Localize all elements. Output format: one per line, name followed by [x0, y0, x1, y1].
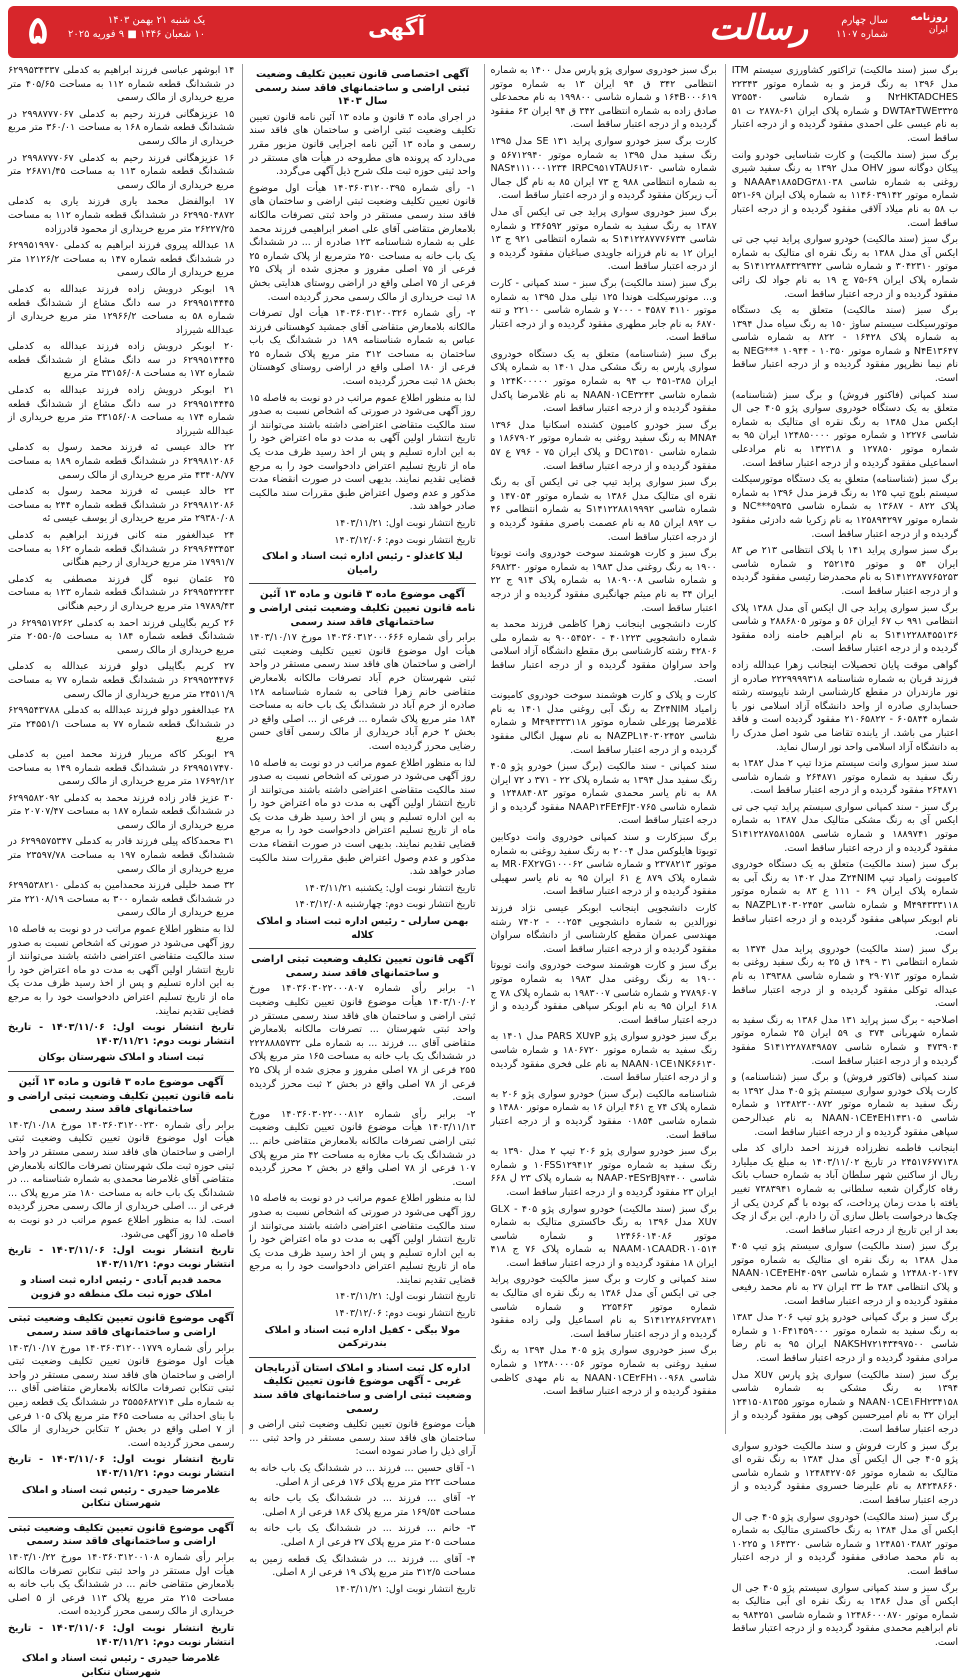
ad-body: برابر رأی شماره ۱۴۰۳۶۰۳۱۲۰۰۱۰۸ مورخ ۱۴۰۳/۱۰/۲۲ هیأت اول مستقر در واحد ثبتی تنکابن تصرفات مالکانه بلامعارض متقاضی خانم ... در ششدانگ یک باب خانه به مساحت ۲۱۵ متر مربع پلاک ۱۱۳ فرعی از ۵ اصلی خریداری از مالک رسمی محرز گردیده است.	[8, 1551, 235, 1618]
classified-ad: کارت دانشجویی اینجانب زهرا کاظمی فرزند محمد به شماره دانشجویی ۴۰۱۲۲۳ - ۹۰۰۵۴۵۲۰ به شماره ملی ۴۲۸۰۶ رشته کارشناسی برق مقطع دانشگاه آزاد اسلامی واحد سراوان مفقود گردیده و از درجه اعتبار ساقط است.	[490, 619, 717, 685]
ad-paragraph: تاریخ انتشار نوبت اول: یکشنبه ۱۴۰۳/۱۱/۲۱	[304, 882, 476, 894]
list-item: ۱۹ ابوبکر درویش زاده فرزند عبدالله به کدملی ۶۲۹۹۵۱۴۴۴۵ در سه دانگ مشاع از ششدانگ قطعه شماره ۵۸ به مساحت ۱۲۹۶۶/۲ متر مربع خریداری از عبدالله شیرزاد	[8, 283, 235, 336]
volume: سال چهارم	[841, 15, 888, 26]
classified-ad: برگ سبز (شناسنامه) متعلق به یک دستگاه خودروی سواری پارس به رنگ مشکی مدل ۱۴۰۱ به شماره پلاک ایران ۳۸۵-۴۵۱ ب ۹۴ به شماره موتور ۱۲۴K۰۰۰۰۰ و شماره شاسی NAAN۰۱CE۳۲۴۳ به نام غلامرضا پاکدل مفقود گردیده و از درجه اعتبار ساقط است.	[490, 348, 717, 415]
ad-paragraph: ۱- برابر رأی شماره ۱۴۰۳۶۰۳۰۲۲۰۰۰۸۰۷ مورخ ۱۴۰۳/۱۰/۰۲ هیأت موضوع قانون تعیین تکلیف وضعیت ثبتی اراضی و ساختمان های فاقد سند رسمی مستقر در واحد ثبتی شهرستان ... تصرفات مالکانه بلامعارض متقاضی آقای ... فرزند ... به شماره ملی ۲۲۲۸۸۸۵۷۳۲ در ششدانگ یک باب خانه به مساحت ۱۶۵ متر مربع پلاک ۲۵۵ فرعی از ۷۸ اصلی مفروز و مجزی شده از پلاک ۲۵ فرعی از ۷۸ اصلی واقع در بخش ۲ ثبت محرز گردیده است.	[249, 983, 476, 1104]
ad-paragraph: لذا به منظور اطلاع عموم مراتب در دو نوبت به فاصله ۱۵ روز آگهی می‌شود در صورتی که اشخاص نسبت به صدور سند مالکیت متقاضی اعتراضی داشته باشند می‌توانند از تاریخ انتشار اولین آگهی به مدت دو ماه اعتراض خود را به این اداره تسلیم و پس از اخذ رسید ظرف مدت یک ماه از تاریخ تسلیم اعتراض دادخواست خود را به مرجع قضایی تقدیم نمایند.	[249, 1193, 476, 1286]
classified-ad: سند کمپانی - سند مالکیت (برگ سبز) خودرو پژو ۴۰۵ رنگ سفید مدل ۱۳۹۴ به شماره پلاک ۲۲ - ۳۷۱ د ۷۲ ایران ۸۸ به نام یاسر محمدی شماره موتور ۱۲۴۸۸۴۰۸۳ و شماره شاسی NAAP۱۳FE۴FJ۳۰۷۶۵ مفقود گردیده و از درجه اعتبار ساقط است.	[490, 761, 717, 827]
list-item: ۱۸ عبدالله پیروی فرزند ابراهیم به کدملی ۶۲۹۹۵۱۹۹۷۰ در ششدانگ قطعه شماره ۱۴۷ به مساحت ۱۲۱۲۶/۲ متر مربع خریداری از مالک رسمی	[8, 240, 235, 279]
divider	[8, 1071, 234, 1072]
ad-body	[249, 111, 475, 547]
classified-ad: برگ سبز (سند مالکیت) متعلق به یک دستگاه خودروی کامیونت زامیاد تیپ Z۲۴NIM مدل ۱۴۰۲ به رنگ آبی به شماره پلاک ایران ۶۹ - ۱۱۱ ع ۸۳ به شماره موتور M۴۹۴۳۳۳۱۱۸ و شماره شاسی NAZPL۱۴۰۳۰۲۴۵۲ به نام ابوبکر سپاهی مفقود گردیده و از درجه اعتبار ساقط است.	[731, 859, 959, 939]
ad-paragraph: تاریخ انتشار نوبت دوم: ۱۴۰۳/۱۲/۰۶	[334, 534, 476, 546]
classified-ad: برگ سبز (سند مالکیت) سواری پژو پارس XU۷ مدل ۱۳۹۴ به رنگ مشکی به شماره شاسی NAAN۰۱CE۱FH۲۳۴۱۵۸ و شماره موتور ۱۲۴۱۵۰۸۱۳۵۵ ایران ۳۲ به نام امیرحسین کوهی پور مفقود گردیده و از درجه اعتبار ساقط است.	[731, 1369, 959, 1435]
classified-ad: برگ سبز و سند کمپانی سواری سیستم پژو ۴۰۵ جی ال ایکس آی مدل ۱۳۸۶ به رنگ نقره ای آبی متالیک به شماره موتور ۱۲۴۸۶۰۰۰۸۷۰ و شماره شاسی ۹۸۴۲۵۱ به نام ابراهیم محمدی مفقود گردیده و از درجه اعتبار ساقط است.	[731, 1582, 959, 1648]
list-item: ۲۷ کریم بگاپیلی دولو فرزند عبدالله به کدملی ۶۲۹۹۵۲۴۴۷۶ در ششدانگ قطعه شماره ۷۷ به مساحت ۲۴۵۱۱/۹ متر مربع خریداری از مالک رسمی	[8, 661, 235, 700]
ad-signature: محمد قدیم آبادی - رئیس اداره ثبت اسناد و املاک حوزه ثبت ملک منطقه دو قزوین	[20, 1275, 222, 1300]
list-item: ۲۶ کریم بگاپیلی فرزند احمد به کدملی ۶۲۹۹۵۱۷۲۶۲ در ششدانگ قطعه شماره ۱۸۴ به مساحت ۲۰۵۵۰/۵ متر مربع خریداری از مالک رسمی	[8, 617, 235, 656]
classified-ad: برگ سبز خودروی سواری پژو ۴۰۵ مدل ۱۳۹۴ به رنگ سفید روغنی به شماره موتور ۱۲۴۸۰۰۰۰۵۶ و شماره شاسی NAAN۰۱CE۲FH۱۰۰۹۶۸ به نام مهدی کاظمی مفقود گردیده و از درجه اعتبار ساقط است.	[490, 1345, 717, 1398]
classified-ad: برگ سبز (سند مالکیت) خودروی پراید مدل ۱۳۷۴ به شماره انتظامی ۳۱ - ۱۴۹ ق ۲۵ به رنگ سفید روغنی به شماره موتور ۲۹۰۷۱۳ و شماره شاسی ۱۳۹۳۸۸ به نام عبداله توکلی مفقود گردیده و از درجه اعتبار ساقط است.	[731, 943, 959, 1010]
classified-ad: برگ سبز سواری پراید ۱۴۱ با پلاک انتظامی ۲۱۳ ص ۸۳ ایران ۵۴ و موتور ۲۵۲۱۴۵ و شماره شاسی S۱۴۱۲۲۸۷۷۶۵۲۵۳ به نام محمدرضا رئیسی مفقود گردیده و از درجه اعتبار ساقط است.	[731, 545, 959, 597]
issue-number: شماره ۱۱۰۷	[836, 29, 888, 40]
list-item: ۲۹ ابوبکر کاکه مریبار فرزند محمد امین به کدملی ۶۲۹۹۵۱۷۴۷۰ در ششدانگ قطعه شماره ۱۴۹ به مساحت ۱۷۶۹۲/۱۲ متر مربع خریداری از مالک رسمی	[8, 748, 235, 788]
list-item: ۲۸ عبدالغفور دولو فرزند عبدالله به کدملی ۶۲۹۹۵۴۳۷۸۸ در ششدانگ قطعه شماره ۷۷ به مساحت ۲۴۵۵۱/۱ متر مربع	[8, 705, 235, 744]
classified-ad: برگ سبز خودرو سواری پژو PARS XU۷P مدل ۱۴۰۱ به رنگ سفید به شماره موتور ۱۸۰۶۷۲۰ و شماره شاسی NAAN۰۱CE۱NK۶۶۱۳۰ به نام علی فخری مفقود گردیده و از درجه اعتبار ساقط است.	[490, 1031, 717, 1084]
brand-line2: ایران	[928, 25, 948, 35]
list-item: ۱۶ عزیزهگانی فرزند رحیم به کدملی ۲۹۹۸۷۷۷۰۶۷ در ششدانگ قطعه شماره ۱۱۳ به مساحت ۲۶۸۷۱/۴۵ متر مربع خریداری از مالک رسمی	[8, 152, 235, 191]
classified-ad: برگ سبز (سند مالکیت) و کارت شناسایی خودرو وانت پیکان دوگانه سوز OHV مدل ۱۳۹۲ به رنگ سفید شیری روغنی به شماره شاسی NAAA۴۱۸۸۵DG۳۸۱۰۳۸ و شماره موتور ۱۱۴۶۰۳۹۱۴۲ به شماره پلاک ایران ۶۹-۵۲۱ ب ۵۸ به نام میلاد آلاقی مفقود گردیده و از درجه اعتبار ساقط است.	[731, 149, 958, 229]
classified-ad: سند کمپانی (فاکتور فروش) و برگ سبز (شناسنامه) و کارت پلاک خودرو سواری سیستم پژو ۴۰۵ مدل ۱۳۹۲ به رنگ سفید به شماره موتور ۱۲۴۸۲۳۰۰۸۷۲ و شماره شاسی NAAN۰۱CE۴EH۱۴۳۱۰۵ به نام عبدالرحمن سپاهی مفقود گردیده و از درجه اعتبار ساقط است.	[731, 1072, 958, 1138]
list-item: ۲۴ عبدالغفور منه کانی فرزند ابراهیم به کدملی ۶۲۹۹۶۴۳۴۵۳ در ششدانگ قطعه شماره ۱۶۲ به مساحت ۱۷۹۹۱/۷ متر مربع خریداری از رحیم هنگانی	[8, 530, 235, 569]
ad-signature: مولا بیگی - کفیل اداره ثبت اسناد و املاک بندرترکمن	[264, 1324, 461, 1350]
ad-paragraph: لذا به منظور اطلاع عموم مراتب در دو نوبت به فاصله ۱۵ روز آگهی می‌شود در صورتی که اشخاص نسبت به صدور سند مالکیت متقاضی اعتراضی داشته باشند می‌توانند از تاریخ انتشار اولین آگهی به مدت دو ماه اعتراض خود را به این اداره تسلیم و پس از اخذ رسید ظرف مدت یک ماه از تاریخ تسلیم اعتراض دادخواست خود را به مرجع قضایی تقدیم نمایند. بدیهی است در صورت انقضاء مدت مذکور و عدم وصول اعتراض طبق مقررات سند مالکیت صادر خواهد شد.	[249, 392, 476, 513]
list-item: ۳۰ عزیز قادر زاده فرزند محمد به کدملی ۶۲۹۹۵۸۲۰۹۲ در ششدانگ قطعه شماره ۱۸۷ به مساحت ۲۰۷۰۷/۴۷ متر مربع خریداری از مالک رسمی	[8, 792, 235, 831]
ad-paragraph: تاریخ انتشار نوبت دوم: چهارشنبه ۱۴۰۳/۱۲/۰۸	[294, 899, 476, 911]
brand-line1: روزنامه	[910, 12, 948, 23]
divider	[249, 1357, 475, 1358]
column-2	[484, 64, 717, 1434]
list-item: ۳۲ صمد خلیلی فرزند محمدامین به کدملی ۶۲۹۹۵۳۸۲۱۰ در ششدانگ قطعه شماره ۳۰۰ به مساحت ۲۲۱۰۸/۱۹ متر مربع خریداری از مالک رسمی	[8, 880, 235, 919]
page-number: ۵	[27, 10, 49, 52]
ad-paragraph: برابر رأی شماره ۱۴۰۳۶۰۳۱۲۰۰۰۶۶۶ مورخ ۱۴۰۳/۱۰/۱۷ هیأت اول موضوع قانون تعیین تکلیف وضعیت ثبتی اراضی و ساختمان های فاقد سند رسمی مستقر در واحد ثبتی شهرستان خرم آباد تصرفات مالکانه بلامعارض متقاضی خانم زهرا فتاحی به شماره شناسنامه ۱۲۸ صادره از خرم آباد در ششدانگ یک باب خانه به مساحت ۱۸۴ متر مربع پلاک شماره ... فرعی از ... اصلی واقع در بخش ۲ خرم آباد خریداری از مالک رسمی آقای حسن رضایی محرز گردیده است.	[249, 632, 476, 752]
issue-info	[836, 14, 888, 42]
divider	[8, 1307, 234, 1308]
classified-ad: برگ سبز (سند مالکیت) خودرو سواری پراید تیپ جی تی ایکس آی مدل ۱۳۸۸ به رنگ نقره ای متالیک به شماره موتور ۳۰۴۲۳۱۰ و شماره شاسی S۱۴۱۲۲۸۸۴۳۲۹۳۴۲ به شماره پلاک ایران ۶۹-۷۵ ج ۱۹ به نام جواد لک زائی مفقود گردیده و از درجه اعتبار ساقط است.	[731, 234, 959, 300]
column-1	[725, 64, 959, 1648]
classified-ad: برگ سبز خودرو سواری پژو ۲۰۶ تیپ ۲ مدل ۱۳۹۰ به رنگ سفید به شماره موتور ۱۰FSS۱۲۹۴۱۲ و شماره شاسی NAAP۰۳ES۲BJ۹۴۴۰۰ به شماره پلاک ۲۳ ل ۶۶۸ ایران ۲۳ مفقود گردیده و از درجه اعتبار ساقط است.	[490, 1146, 717, 1198]
classified-ad: کارت دانشجویی اینجانب ابوبکر عیسی نژاد فرزند نورالدین به شماره دانشجویی ۰۰۲۵۴ - ۷۴۰۲ رشته مهندسی عمران مقطع کارشناسی از دانشگاه سراوان مفقود گردیده و از درجه اعتبار ساقط است.	[490, 903, 717, 955]
ad-signature: غلامرضا حیدری - رئیس ثبت اسناد و املاک شهرستان تنکابن	[21, 1484, 221, 1510]
classified-ad: برگ سبز خودرو کامیون کشنده اسکانیا مدل ۱۳۹۶ MNA۴ به رنگ سفید روغنی به شماره موتور ۱۸۶۷۹۰۲ و شماره شاسی DC۱۳۵۱۰ و پلاک ایران ۷۵ - ۷۹۶ ع ۵۷ مفقود گردیده و از درجه اعتبار ساقط است.	[490, 419, 717, 472]
ad-paragraph: ۱- رأی شماره ۱۴۰۳۶۰۳۱۲۰۰۳۹۵ هیأت اول موضوع قانون تعیین تکلیف وضعیت ثبتی اراضی و ساختمان های فاقد سند رسمی مستقر در واحد ثبتی تصرفات مالکانه بلامعارض متقاضی آقای علی اصغر ابراهیمی فرزند محمد علی به شماره شناسنامه ۱۲۳ صادره از ... در ششدانگ یک باب خانه به مساحت ۲۵۰ مترمربع از پلاک شماره ۲۵ فرعی از ۷۵ اصلی مفروز و مجزی شده از پلاک ۲۵ فرعی از ۷۵ اصلی واقع در اراضی روستای هدایتی بخش ۱۸ ثبت خریداری از مالک رسمی محرز گردیده است.	[249, 182, 476, 303]
ad-dates: تاریخ انتشار نوبت اول: ۱۴۰۳/۱۱/۰۶ - تاریخ انتشار نوبت دوم: ۱۴۰۳/۱۱/۲۱	[8, 1022, 235, 1047]
ad-paragraph: تاریخ انتشار نوبت اول: ۱۴۰۳/۱۱/۲۱	[334, 518, 476, 529]
date-persian: یک شنبه ۲۱ بهمن ۱۴۰۳	[107, 15, 206, 26]
ad-dates: تاریخ انتشار نوبت اول: ۱۴۰۳/۱۱/۰۶ - تاریخ انتشار نوبت دوم: ۱۴۰۳/۱۱/۲۱	[8, 1622, 235, 1648]
classified-ad: شناسنامه مالکیت (برگ سبز) خودرو سواری پژو ۲۰۶ به شماره پلاک ۷۴ ج ۴۶۱ ایران ۱۶ به شماره موتور ۱۴۸۸۰ و شماره شاسی ۰۱۸۵۴ مفقود گردیده و از درجه اعتبار ساقط است.	[490, 1088, 717, 1141]
classified-ad: برگ سبز سواری پراید جی ال ایکس آی مدل ۱۳۸۸ پلاک انتظامی ۹۹۱ ب ۶۷ ایران ۵۶ و موتور ۲۸۸۶۸۰۵ و شاسی S۱۴۱۲۲۸۸۴۵۵۱۳۶ به نام ابراهیم خامنه زاده مفقود گردیده و از درجه اعتبار ساقط است.	[731, 602, 959, 655]
ad-body: برابر رأی شماره ۱۴۰۳۶۰۳۱۲۰۰۱۷۷۹ مورخ ۱۴۰۳/۱۰/۱۷ هیأت اول موضوع قانون تعیین تکلیف وضعیت ثبتی اراضی و ساختمان های فاقد سند رسمی مستقر در واحد ثبتی تنکابن تصرفات مالکانه بلامعارض متقاضی آقای ... به شماره ملی ۳۵۵۵۶۸۲۷۱۴ در ششدانگ یک قطعه زمین با بنای احداثی به مساحت ۴۶۵ متر مربع پلاک ۱۰۵ فرعی از ۷ اصلی واقع در بخش ۲ تنکابن خریداری از مالک رسمی محرز گردیده است.	[8, 1342, 235, 1449]
ad-paragraph: لذا به منظور اطلاع عموم مراتب در دو نوبت به فاصله ۱۵ روز آگهی می‌شود در صورتی که اشخاص نسبت به صدور سند مالکیت متقاضی اعتراضی داشته باشند می‌توانند از تاریخ انتشار اولین آگهی به مدت دو ماه اعتراض خود را به این اداره تسلیم و پس از اخذ رسید ظرف مدت یک ماه از تاریخ تسلیم اعتراض دادخواست خود را به مرجع قضایی تقدیم نمایند. بدیهی است در صورت انقضاء مدت مذکور و عدم وصول اعتراض طبق مقررات سند مالکیت صادر خواهد شد.	[249, 757, 476, 878]
divider	[249, 583, 475, 584]
classified-ad: برگ سبز - سند کمپانی سواری سیستم پراید تیپ جی تی ایکس آی به رنگ مشکی متالیک مدل ۱۳۸۷ به شماره موتور ۱۸۸۹۷۴۱ و شماره شاسی S۱۴۱۲۲۸۷۵۸۱۵۵۸ مفقود گردیده و از درجه اعتبار ساقط است.	[731, 801, 959, 854]
ad-title: آگهی قانون تعیین تکلیف وضعیت ثبتی اراضی و ساختمانهای فاقد سند رسمی	[251, 954, 474, 979]
classified-ad: برگ سبز خودروی سواری پراید جی تی ایکس آی مدل ۱۳۸۷ به رنگ سفید به شماره موتور ۲۴۶۵۹۲ و شماره شاسی S۱۴۱۲۲۸۷۷۷۶۷۳۴ به شماره انتظامی ۹۲۱ ج ۱۳ ایران ۱۲ به نام فرزانه جاویدی صباغیان مفقود گردیده و از درجه اعتبار ساقط است.	[490, 206, 717, 273]
ad-title: آگهی موضوع قانون تعیین تکلیف وضعیت ثبتی اراضی و ساختمانهای فاقد سند رسمی	[8, 1522, 234, 1548]
ad-title: آگهی موضوع ماده ۳ قانون و ماده ۱۳ آئین نامه قانون تعیین تکلیف وضعیت ثبتی اراضی و ساختمانهای فاقد سند رسمی	[249, 589, 476, 628]
ad-paragraph: در اجرای ماده ۳ قانون و ماده ۱۳ آئین نامه قانون تعیین تکلیف وضعیت ثبتی اراضی و ساختمان های فاقد سند رسمی و ماده ۱۳ آئین نامه اجرایی قانون مزبور مقرر می‌دارد که پرونده های مطروحه در هیأت های مستقر در واحد ثبتی حوزه ثبت ملک شرح ذیل آگهی می‌گردد.	[249, 111, 476, 178]
classified-ad: برگ سبز و کارت هوشمند سوخت خودروی وانت تویوتا ۱۹۰۰ به رنگ روغنی مدل ۱۹۸۳ به شماره موتور ۶۹۸۲۳۰ و شماره شاسی ۱۸۰۹۰۰۸ به شماره پلاک ۹۱۴ ج ۲۲ ایران ۳۴ به نام میثم جهانگیری مفقود گردیده و از درجه اعتبار ساقط است.	[490, 548, 717, 614]
ad-paragraph: ۱- آقای حسین ... فرزند ... در ششدانگ یک باب خانه به مساحت ۲۲۳ متر مربع پلاک ۱۷۶ فرعی از ۸ اصلی.	[249, 1463, 476, 1488]
newspaper-logo: رسالت	[708, 8, 808, 48]
classified-ad: برگ سبز خودروی سواری پژو پارس مدل ۱۴۰۰ به شماره انتظامی ۳۴۲ ق ۹۴ ایران ۱۳ به شماره موتور ۱۶۴B۰۰۰۶۱۹ و شماره شاسی ۱۹۹۸۰۰ به نام محمدعلی صادق زاده به شماره انتظامی ۳۴۲ ق ۹۴ ایران ۶۳ مفقود گردیده و از درجه اعتبار ساقط است.	[490, 65, 717, 131]
list-item: ۲۰ ابوبکر درویش زاده فرزند عبدالله به کدملی ۶۲۹۹۵۱۴۴۴۵ در سه دانگ مشاع از ششدانگ قطعه شماره ۱۷۲ به مساحت ۳۳۱۵۶/۰۸ متر مربع	[8, 341, 235, 380]
ad-paragraph: تاریخ انتشار نوبت دوم: ۱۴۰۳/۱۲/۰۶	[334, 1308, 476, 1320]
ad-dates: تاریخ انتشار نوبت اول: ۱۴۰۳/۱۱/۰۶ - تاریخ انتشار نوبت دوم: ۱۴۰۳/۱۱/۲۱	[8, 1245, 235, 1270]
ad-paragraph: ۲- آقای ... فرزند ... در ششدانگ یک باب خانه به مساحت ۱۶۹/۵۴ متر مربع پلاک ۱۸۶ فرعی از ۸ اصلی.	[249, 1493, 476, 1518]
ad-paragraph: تاریخ انتشار نوبت اول: ۱۴۰۳/۱۱/۲۱	[334, 1583, 476, 1595]
ad-paragraph: ۳- خانم ... فرزند ... در ششدانگ یک باب خانه به مساحت ۲۰۵ متر مربع پلاک ۲۷ فرعی از ۸ اصلی.	[249, 1523, 476, 1548]
list-item: ۱۵ عزیزهگانی فرزند رحیم به کدملی ۲۹۹۸۷۷۷۰۶۷ در ششدانگ قطعه شماره ۱۶۸ به مساحت ۳۶۰/۰۱ متر مربع خریداری از مالک رسمی	[8, 108, 235, 147]
ad-signature: لیلا کاغذلو - رئیس اداره ثبت اسناد و املاک رامیان	[261, 551, 463, 576]
classified-ad: برگ سبز (سند مالکیت) سواری سیستم پژو تیپ ۴۰۵ مدل ۱۳۸۸ به رنگ نقره ای متالیک به شماره موتور ۱۲۴۸۸۰۲۰۱۴۷ و شماره شاسی NAAN۰۱CE۴EH۴۰۵۹۲ و پلاک انتظامی ۳۸۴ ط ۳۳ ایران ۲۷ به نام محمد رفیعی مفقود گردیده و از درجه اعتبار ساقط است.	[731, 1241, 958, 1307]
ad-body	[249, 1418, 475, 1596]
classified-ad: برگ سبز سواری پراید تیپ جی تی ایکس آی به رنگ نقره ای متالیک مدل ۱۳۸۶ به شماره موتور ۱۴۷۰۵۴ و شماره شاسی S۱۴۱۲۲۸۸۱۹۹۹۲ به شماره انتظامی ۴۶ ب ۸۹۲ ایران ۸۵ به نام عصمت باصری مفقود گردیده و از درجه اعتبار ساقط است.	[490, 477, 717, 543]
list-item: ۲۳ خالد عیسی ئه فرزند محمد رسول به کدملی ۶۲۹۹۸۱۲۰۸۶ در ششدانگ قطعه شماره ۲۴۴ به مساحت ۲۹۳۸۰/۰۸ متر مربع خریداری از یوسف عیسی ئه	[8, 486, 235, 525]
ad-dates: تاریخ انتشار نوبت اول: ۱۴۰۳/۱۱/۰۶ - تاریخ انتشار نوبت دوم: ۱۴۰۳/۱۱/۲۱	[8, 1454, 235, 1479]
ad-signature: غلامرضا حیدری - رئیس ثبت اسناد و املاک شهرستان تنکابن	[21, 1653, 221, 1678]
classified-ad: برگ سبز (سند مالکیت) تراکتور کشاورزی سیستم ITM مدل ۱۳۹۶ به رنگ قرمز و به شماره موتور ۲۲۳۴۳ N۲HKTADCHES و شماره شاسی ۷۲۵۵۴۰ DWTA۴TWE۳۳۲۵ و شماره پلاک ایران ۶۱-۲۸۷۸ ت ۵۱ به نام عیسی علی احمدی مفقود گردیده و از درجه اعتبار ساقط است.	[731, 65, 958, 144]
ad-list	[8, 64, 234, 920]
classified-ad: اینجانب فاطمه نظرزاده فرزند احمد دارای کد ملی ۲۴۵۱۷۶۷۷۱۳۸ در تاریخ ۱۴۰۳/۱۱/۰۲ به مبلغ یک میلیارد ریال از ساکنین شهر سلطان آباد به شماره حساب بانک رفاه کارگران شعبه سلطانی به شماره ۷۳۸۳۹۴۱ تغییر یافته با مدت زمان پرداخت، که بوده با گم کردن یکی از چک‌ها درخواست باطل سازی آن را دارم. این برگ از چک بعد از این تاریخ از درجه اعتبار ساقط است.	[731, 1143, 958, 1236]
ad-title: اداره کل ثبت اسناد و املاک استان آذربایجان غربی - آگهی موضوع قانون تعیین تکلیف وضعیت ثبتی اراضی و ساختمانهای فاقد سند رسمی	[253, 1362, 472, 1415]
list-item: ۱۴ ابوشهر عباسی فرزند ابراهیم به کدملی ۶۲۹۹۵۳۴۳۳۷ در ششدانگ قطعه شماره ۱۱۲ به مساحت ۴۰۵/۶۵ متر مربع خریداری از مالک رسمی	[8, 65, 235, 104]
date-block	[68, 14, 205, 42]
classified-ad: کارت برگ سبز خودرو سواری پراید ۱۳۱ SE مدل ۱۳۹۵ رنگ سفید مدل ۱۳۹۵ به شماره موتور ۵۶۷۱۲۹۴۰ و شماره شاسی NAS۴۱۱۱۰۰۰۱۲۳۴ IRPC۹۵۱۷TAU۶۱۳۰ به شماره انتظامی ۹۸۸ ج ۷۳ ایران ۸۵ به نام گل جمال آب زیرکان مفقود گردیده و از درجه اعتبار ساقط است.	[490, 135, 717, 202]
classified-ad: سند کمپانی و کارت و برگ سبز مالکیت خودروی پراید جی تی ایکس آی مدل ۱۳۸۶ به رنگ نقره ای متالیک به شماره موتور ۲۲۵۴۶۳ و شماره شاسی S۱۴۱۲۲۸۶۲۷۲۸۴۱ به نام اسماعیل ولی زاده مفقود گردیده و از درجه اعتبار ساقط است.	[490, 1274, 717, 1340]
ad-paragraph: تاریخ انتشار نوبت اول: ۱۴۰۳/۱۱/۲۱	[334, 1291, 476, 1303]
classified-ad: برگ سبزکارت و سند کمپانی خودروی وانت دوکابین تویوتا هایلوکس مدل ۲۰۰۴ به رنگ سفید روغنی به شماره موتور ۲۳۷۸۲۱۳ و شماره شاسی MR۰FX۲۷G۱۰۰۰۶۲ به شماره پلاک ۸۷۹ ع ۶۱ ایران ۹۵ به نام یاسر سهیلی مفقود گردیده و از درجه اعتبار ساقط است.	[490, 832, 717, 898]
classified-ad: برگ سبز (سند مالکیت) برگ سبز - سند کمپانی - کارت و... موتورسیکلت هوندا ۱۲۵ نیلی مدل ۱۳۹۵ به شماره موتور ۴۱۱۰ ۴۵۸۷ - ۷۰۰۰ و شماره شاسی ۲۲۱۰۰ و تنه ۶۸۷۰ به نام جابر مطهری مفقود گردیده و از درجه اعتبار ساقط است.	[490, 277, 717, 344]
ad-body	[249, 982, 475, 1320]
list-item: ۲۵ عثمان نبوه گل فرزند مصطفی به کدملی ۶۲۹۹۵۴۲۲۴۳ در ششدانگ قطعه شماره ۱۲۳ به مساحت ۱۹۷۸۹/۴۳ متر مربع خریداری از رحیم هنگانی	[8, 573, 235, 612]
classified-ad: برگ سبز (سند مالکیت) خودروی سواری پژو ۴۰۵ جی ال ایکس آی مدل ۱۳۸۴ به رنگ خاکستری متالیک به شماره موتور ۱۲۴۸۵۱۰۳۸۸۲ و شماره شاسی ۱۶۴۳۲۰ و ۱۰۲۲۵ به نام محمد صادقی مفقود گردیده و از درجه اعتبار ساقط است.	[731, 1511, 958, 1577]
classified-ad: گواهی موقت پایان تحصیلات اینجانب زهرا عبدالله زاده فرزند قربان به شماره شناسنامه ۲۲۲۹۹۹۹۳۱۸ صادره از نور مازندران در مقطع کارشناسی ارشد ناپیوسته رشته حسابداری صادره از واحد دانشگاه آزاد اسلامی نور با شماره ۶۰۵۸۴۴ - ۲۱۰۶۵۸۲۲ مفقود گردیده است و فاقد اعتبار می باشد. از یابنده تقاضا می شود اصل مدرک را به دانشگاه آزاد اسلامی واحد نور ارسال نماید.	[731, 659, 959, 753]
ad-title: آگهی موضوع ماده ۳ قانون و ماده ۱۳ آئین نامه قانون تعیین تکلیف وضعیت ثبتی اراضی و ساختمانهای فاقد سند رسمی	[8, 1076, 235, 1116]
ad-paragraph: ۲- رأی شماره ۱۴۰۳۶۰۳۱۲۰۰۳۲۶ هیأت اول تصرفات مالکانه بلامعارض متقاضی آقای جمشید کوهستانی فرزند عباس به شماره شناسنامه ۱۸۹ در ششدانگ یک باب ساختمان به مساحت ۳۱۲ متر مربع پلاک شماره ۲۵ فرعی از ۱۸۰ اصلی واقع در اراضی روستای کوهستان بخش ۱۸ ثبت محرز گردیده است.	[249, 308, 476, 388]
ad-closing: لذا به منظور اطلاع عموم مراتب در دو نوبت به فاصله ۱۵ روز آگهی می‌شود در صورتی که اشخاص نسبت به صدور سند مالکیت متقاضی اعتراضی داشته باشند می‌توانند از تاریخ انتشار اولین آگهی به مدت دو ماه اعتراض خود را به این اداره تسلیم و پس از اخذ رسید ظرف مدت یک ماه از تاریخ تسلیم اعتراض دادخواست خود را به مرجع قضایی تقدیم نمایند.	[8, 924, 235, 1017]
list-item: ۳۱ محمدکاکه پیلی فرزند قادر به کدملی ۶۲۹۹۵۷۵۳۴۷ در ششدانگ قطعه شماره ۱۹۷ به مساحت ۲۳۵۹۷/۷۸ متر مربع خریداری از مالک رسمی	[8, 836, 235, 875]
date-other: ۱۰ شعبان ۱۴۴۶ ■ ۹ فوریه ۲۰۲۵	[68, 29, 206, 40]
divider	[8, 1517, 234, 1518]
classified-ad: برگ سبز (سند مالکیت) خودرو سواری پژو ۴۰۵ GLX - XU۷ مدل ۱۳۹۶ به رنگ خاکستری متالیک به شماره موتور ۱۲۴۶۶۰۱۴۰۸۶ و شماره شاسی NAAM۰۱CAADR۰۱۰۵۱۴ به شماره پلاک ۷۶ ج ۴۱۸ ایران ۱۸ مفقود گردیده و از درجه اعتبار ساقط است.	[490, 1203, 717, 1269]
ad-title: آگهی موضوع قانون تعیین تکلیف وضعیت ثبتی اراضی و ساختمانهای فاقد سند رسمی	[8, 1313, 234, 1339]
ad-paragraph: ۴- آقای ... فرزند ... در ششدانگ یک قطعه زمین به مساحت ۳۱۲/۵ متر مربع پلاک ۱۹ فرعی از ۸ اصلی.	[249, 1553, 476, 1579]
classified-ad: برگ سبز و برگ کمپانی خودرو پژو تیپ ۲۰۶ مدل ۱۳۸۳ به رنگ سفید به شماره موتور ۱۰F۴۱۴۵۹۰۰۰ و شماره شاسی NAKSH۷۲۱۴۳۴۹۷۵۰۰ ایران ۹۵ به نام رضا مرادی مفقود گردیده و از درجه اعتبار ساقط است.	[731, 1312, 958, 1365]
ad-signature: ثبت اسناد و املاک شهرستان بوکان	[38, 1052, 204, 1064]
classified-ad: برگ سبز و کارت هوشمند سوخت خودروی وانت تویوتا ۱۹۰۰ به رنگ روغنی مدل ۱۹۸۳ به شماره موتور ۲۷۸۹۶۰۷ و شماره شاسی ۱۹۸۳۰۰۷ به شماره پلاک ۷۸ ج ۶۱۸ ایران ۹۵ به نام ابوبکر سپاهی مفقود گردیده و از درجه اعتبار ساقط است.	[490, 960, 717, 1026]
column-4	[8, 64, 235, 1678]
column-3	[242, 64, 476, 1595]
classified-ad: برگ سبز (شناسنامه) متعلق به یک دستگاه موتورسیکلت سیستم بلوچ تیپ ۱۲۵ به رنگ قرمز مدل ۱۳۹۶ به شماره پلاک ۸۲۲ - ۱۳۶۸۷ به شماره شاسی NC***۵۹۳۵ و شماره موتور ۱۲۵۸۹۴۲۹۷ به نام زکریا شه دادزئی مفقود گردیده و از درجه اعتبار ساقط است.	[731, 474, 959, 540]
divider	[249, 948, 475, 949]
ad-title: آگهی اختصاصی قانون تعیین تکلیف وضعیت ثبتی اراضی و ساختمانهای فاقد سند رسمی سال ۱۴۰۳	[254, 69, 470, 108]
list-item: ۱۷ ابوالفضل محمد یاری فرزند یاری به کدملی ۶۲۹۹۵۰۴۸۷۲ در ششدانگ قطعه شماره ۱۱۲ به مساحت ۲۶۲۲۷/۲۵ متر مربع خریداری از محمود قادرزاده	[8, 196, 235, 235]
classified-ad: سند کمپانی (فاکتور فروش) و برگ سبز (شناسنامه) متعلق به یک دستگاه خودروی سواری پژو ۴۰۵ جی ال ایکس مدل ۱۳۸۵ به رنگ نقره ای متالیک به شماره شاسی ۱۲۲۷۶ و شماره موتور ۱۲۴۸۵۰۰۰۰ ایران ۹۵ به شماره موتور ۱۲۷۸۵۰ و ۱۳۲۳۱۸ به نام مرادعلی اسماعیلی مفقود گردیده و از درجه اعتبار ساقط است.	[731, 389, 959, 469]
classified-ad: اصلاحیه - برگ سبز پراید ۱۳۱ مدل ۱۳۸۶ به رنگ سفید به شماره شهربانی ۳۷۴ ی ۵۹ ایران ۲۵ شماره موتور ۴۷۳۹۰۴ و شماره شاسی S۱۴۱۲۲۸۷۸۴۹۸۵۷ مفقود گردیده و از درجه اعتبار ساقط است.	[731, 1014, 959, 1067]
page-header	[8, 6, 958, 58]
ad-signature: بهمن سارلی - رئیس اداره ثبت اسناد و املاک کلاله	[256, 916, 469, 941]
classified-ad: کارت و پلاک و کارت هوشمند سوخت خودروی کامیونت زامیاد Z۲۴NIM به رنگ آبی روغنی مدل ۱۴۰۱ به نام غلامرضا پورعلی شماره موتور M۴۹۴۳۳۳۱۱۸ و شماره شاسی NAZPL۱۴۰۳۰۲۴۵۲ به نام سهیل انگالی مفقود گردیده و از درجه اعتبار ساقط است.	[490, 690, 717, 756]
ad-paragraph: هیأت موضوع قانون تعیین تکلیف وضعیت ثبتی اراضی و ساختمان های فاقد سند رسمی مستقر در واحد ثبتی ... آرای ذیل را صادر نموده است:	[249, 1419, 476, 1458]
ad-paragraph: ۲- برابر رأی شماره ۱۴۰۳۶۰۳۰۲۲۰۰۰۸۱۲ مورخ ۱۴۰۳/۱۱/۱۳ هیأت موضوع قانون تعیین تکلیف وضعیت ثبتی اراضی تصرفات مالکانه بلامعارض متقاضی خانم ... در ششدانگ یک باب مغازه به مساحت ۴۲ متر مربع پلاک ۱۰۷ فرعی از ۷۸ اصلی واقع در بخش ۲ محرز گردیده است.	[249, 1108, 476, 1188]
ad-body: برابر رأی شماره ۱۴۰۳۶۰۳۱۲۰۰۲۳۰ مورخ ۱۴۰۳/۱۰/۱۸ هیأت اول موضوع قانون تعیین تکلیف وضعیت ثبتی اراضی و ساختمان های فاقد سند رسمی مستقر در واحد ثبتی حوزه ثبت ملک شهرستان تصرفات مالکانه بلامعارض متقاضی آقای غلامرضا محمدی به شماره شناسنامه ... در ششدانگ یک باب خانه به مساحت ۱۸۰ متر مربع پلاک ... فرعی از ... اصلی خریداری از مالک رسمی محرز گردیده است. لذا به منظور اطلاع عموم مراتب در دو نوبت به فاصله ۱۵ روز آگهی می‌شود.	[8, 1119, 235, 1240]
list-item: ۲۲ خالد عیسی ئه فرزند محمد رسول به کدملی ۶۲۹۹۸۱۲۰۸۶ در ششدانگ قطعه شماره ۱۸۹ به مساحت ۴۳۴۰۸/۷۷ متر مربع خریداری از مالک رسمی	[8, 442, 235, 481]
list-item: ۲۱ ابوبکر درویش زاده فرزند عبدالله به کدملی ۶۲۹۹۵۱۴۴۴۵ در سه دانگ مشاع از ششدانگ قطعه شماره ۱۷۴ به مساحت ۳۳۱۵۶/۰۸ متر مربع خریداری از عبدالله شیرزاد	[8, 385, 235, 437]
ad-body	[249, 631, 475, 912]
ad-columns	[8, 64, 959, 1678]
classified-ad: برگ سبز (سند مالکیت) متعلق به یک دستگاه موتورسیکلت سیستم ساوژ ۱۵۰ به رنگ سیاه مدل ۱۳۹۴ به شماره پلاک ۱۶۴۲۸ - ۸۲۲ به شماره شاسی N۴E۱۳۶۴۷ و شماره موتور NEG*** ۱۰۹۴۴ - ۱۰۳۵۰ به نام نیما نظرپور مفقود گردیده و از درجه اعتبار ساقط است.	[731, 305, 958, 385]
classified-ad: سند سبز سواری وانت سیستم مزدا تیپ ۲ مدل ۱۳۸۲ به رنگ سفید به شماره موتور ۲۶۴۸۷۱ و شماره شاسی ۲۶۴۸۷۱ مفقود گردیده و از درجه اعتبار ساقط است.	[731, 758, 959, 797]
classified-ad: برگ سبز و کارت فروش و سند مالکیت خودرو سواری پژو ۴۰۵ جی ال ایکس آی مدل ۱۳۸۴ به رنگ نقره ای متالیک به شماره موتور ۱۲۴۸۴۲۷۰۵۶ و شماره شاسی ۸۴۲۴۸۶۶۰ به نام علیرضا خسروی مفقود گردیده و از درجه اعتبار ساقط است.	[731, 1440, 959, 1506]
section-title: آگهی	[368, 16, 426, 41]
